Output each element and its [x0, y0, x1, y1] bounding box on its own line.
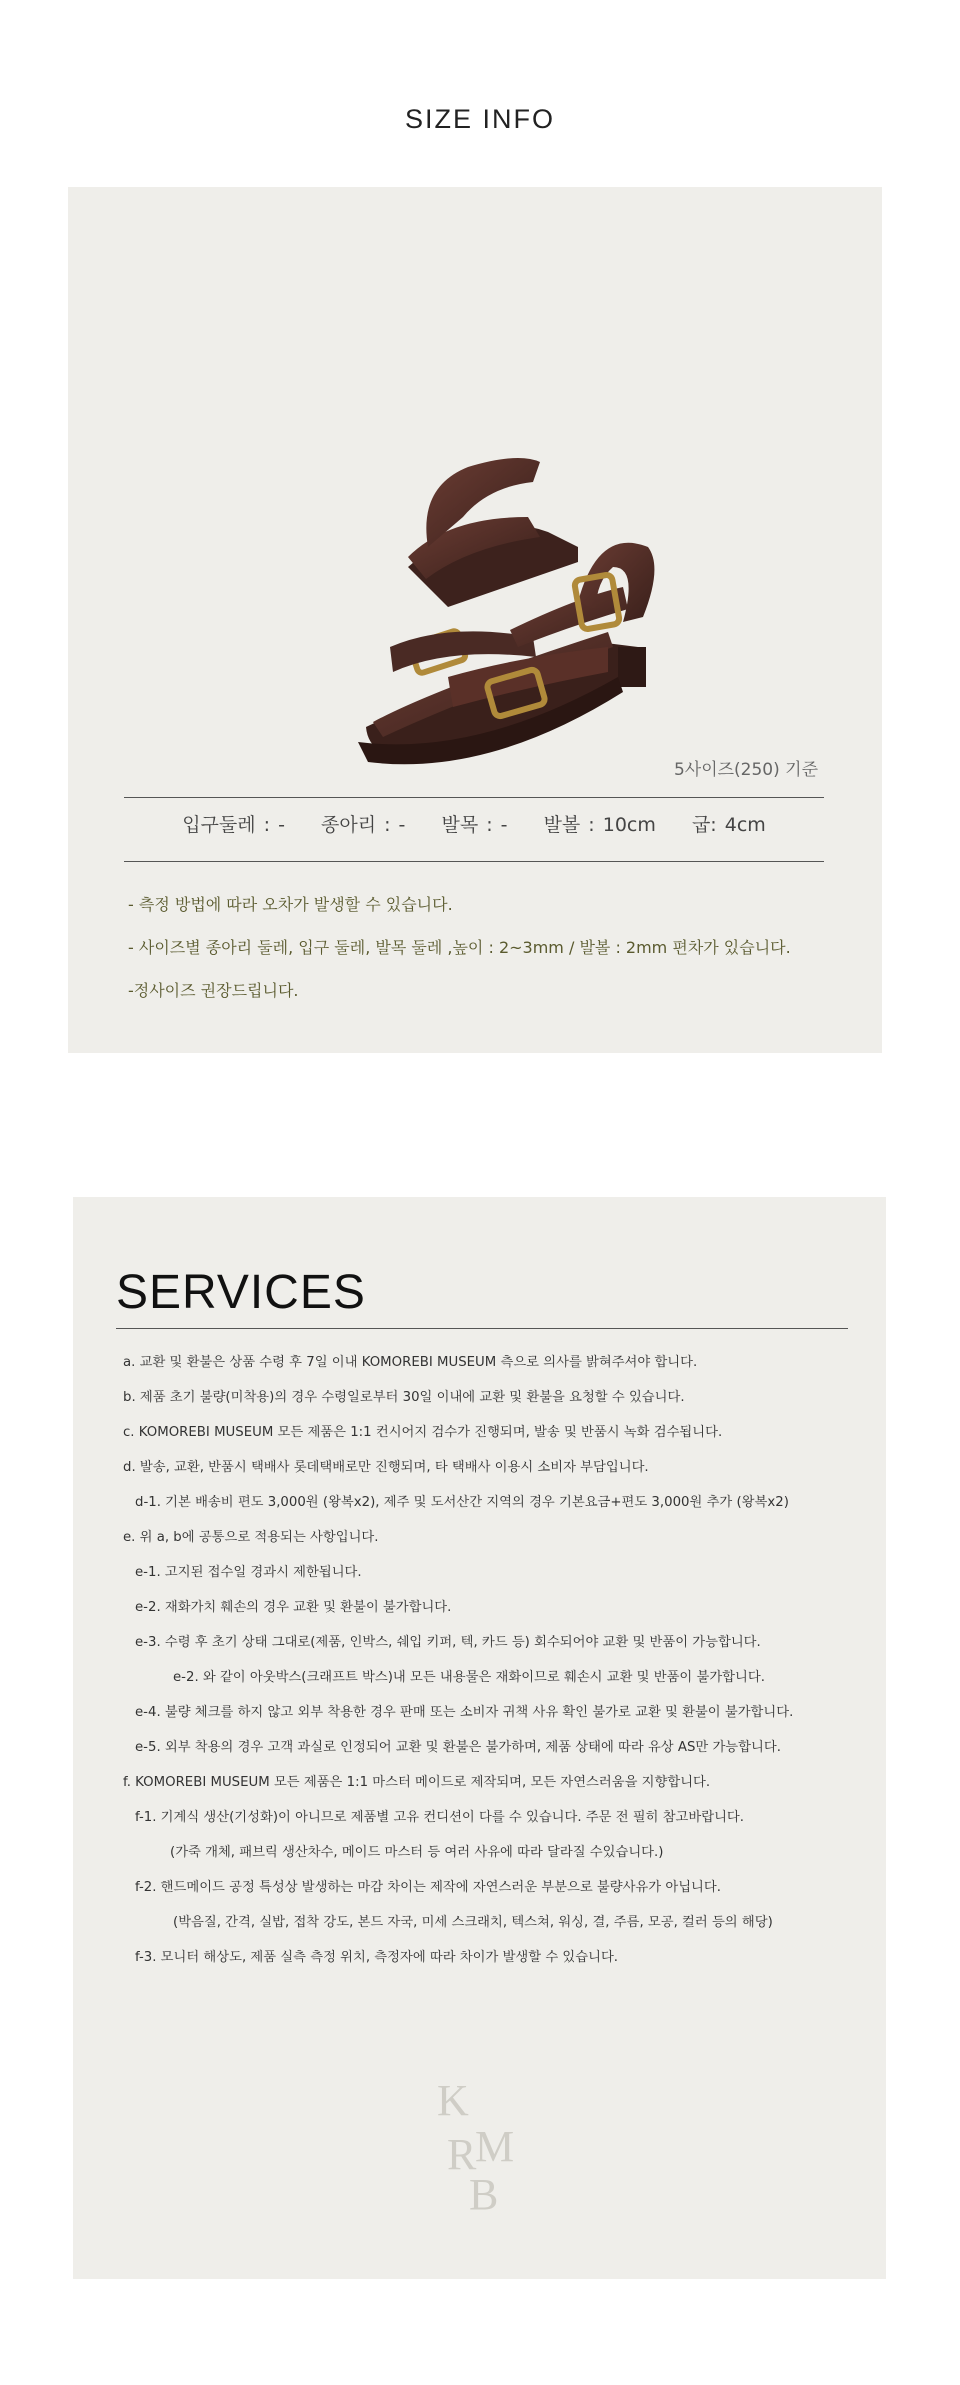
size-note: -정사이즈 권장드립니다. — [128, 981, 299, 1000]
service-line: c. KOMOREBI MUSEUM 모든 제품은 1:1 컨시어지 검수가 진행되며, 발송 및 반품시 녹화 검수됩니다. — [123, 1425, 723, 1440]
measure-heel: 굽: 4cm — [691, 814, 766, 836]
service-line: e-1. 고지된 접수일 경과시 제한됩니다. — [135, 1565, 362, 1580]
sandal-product-image — [278, 347, 678, 817]
service-line: e. 위 a, b에 공통으로 적용되는 사항입니다. — [123, 1530, 379, 1545]
brand-logo — [431, 2075, 527, 2215]
services-panel — [73, 1197, 886, 2279]
service-line: b. 제품 초기 불량(미착용)의 경우 수령일로부터 30일 이내에 교환 및 환불을 요청할 수 있습니다. — [123, 1390, 685, 1405]
divider-top — [124, 797, 824, 798]
service-line: d. 발송, 교환, 반품시 택배사 롯데택배로만 진행되며, 타 택배사 이용시 소비자 부담입니다. — [123, 1460, 649, 1475]
logo-letter: K — [437, 2076, 469, 2125]
size-info-panel — [68, 187, 882, 1053]
logo-letter: B — [469, 2170, 499, 2215]
size-note: - 사이즈별 종아리 둘레, 입구 둘레, 발목 둘레 ,높이 : 2~3mm / 발볼 : 2mm 편차가 있습니다. — [128, 938, 791, 957]
service-line: e-5. 외부 착용의 경우 고객 과실로 인정되어 교환 및 환불은 불가하며, 제품 상태에 따라 유상 AS만 가능합니다. — [135, 1740, 781, 1755]
service-line: f. KOMOREBI MUSEUM 모든 제품은 1:1 마스터 메이드로 제작되며, 모든 자연스러움을 지향합니다. — [123, 1775, 711, 1790]
service-line: f-1. 기계식 생산(기성화)이 아니므로 제품별 고유 컨디션이 다를 수 있습니다. 주문 전 필히 참고바랍니다. — [135, 1810, 745, 1825]
size-info-title: SIZE INFO — [404, 104, 555, 134]
size-basis-label: 5사이즈(250) 기준 — [673, 760, 818, 780]
measure-entrance: 입구둘레 : - — [182, 814, 285, 836]
measure-ankle: 발목 : - — [441, 814, 508, 836]
measure-calf: 종아리 : - — [321, 814, 406, 836]
service-line: e-4. 불량 체크를 하지 않고 외부 착용한 경우 판매 또는 소비자 귀책 사유 확인 불가로 교환 및 환불이 불가합니다. — [135, 1705, 794, 1720]
logo-letter: M — [475, 2122, 515, 2171]
service-line: a. 교환 및 환불은 상품 수령 후 7일 이내 KOMOREBI MUSEUM 측으로 의사를 밝혀주셔야 합니다. — [123, 1355, 698, 1370]
service-line: f-2. 핸드메이드 공정 특성상 발생하는 마감 차이는 제작에 자연스러운 부분으로 불량사유가 아닙니다. — [135, 1880, 721, 1895]
size-note: - 측정 방법에 따라 오차가 발생할 수 있습니다. — [128, 895, 453, 914]
measurement-row — [124, 810, 824, 837]
divider-bottom — [124, 861, 824, 862]
service-line: e-2. 와 같이 아웃박스(크래프트 박스)내 모든 내용물은 재화이므로 훼손시 교환 및 반품이 불가합니다. — [173, 1670, 765, 1685]
service-line: e-2. 재화가치 훼손의 경우 교환 및 환불이 불가합니다. — [135, 1600, 452, 1615]
service-line: f-3. 모니터 해상도, 제품 실측 측정 위치, 측정자에 따라 차이가 발생할 수 있습니다. — [135, 1950, 619, 1965]
services-title: SERVICES — [116, 1266, 366, 1319]
logo-letter: R — [447, 2130, 477, 2179]
measure-width: 발볼 : 10cm — [543, 814, 656, 836]
services-divider — [116, 1328, 848, 1329]
service-line: d-1. 기본 배송비 편도 3,000원 (왕복x2), 제주 및 도서산간 지역의 경우 기본요금+편도 3,000원 추가 (왕복x2) — [135, 1495, 789, 1510]
service-line: e-3. 수령 후 초기 상태 그대로(제품, 인박스, 쉐입 키퍼, 텍, 카드 등) 회수되어야 교환 및 반품이 가능합니다. — [135, 1635, 761, 1650]
service-line: (박음질, 간격, 실밥, 접착 강도, 본드 자국, 미세 스크래치, 텍스쳐, 워싱, 결, 주름, 모공, 컬러 등의 해당) — [173, 1915, 773, 1930]
service-line: (가죽 개체, 패브릭 생산차수, 메이드 마스터 등 여러 사유에 따라 달라질 수있습니다.) — [170, 1845, 664, 1860]
